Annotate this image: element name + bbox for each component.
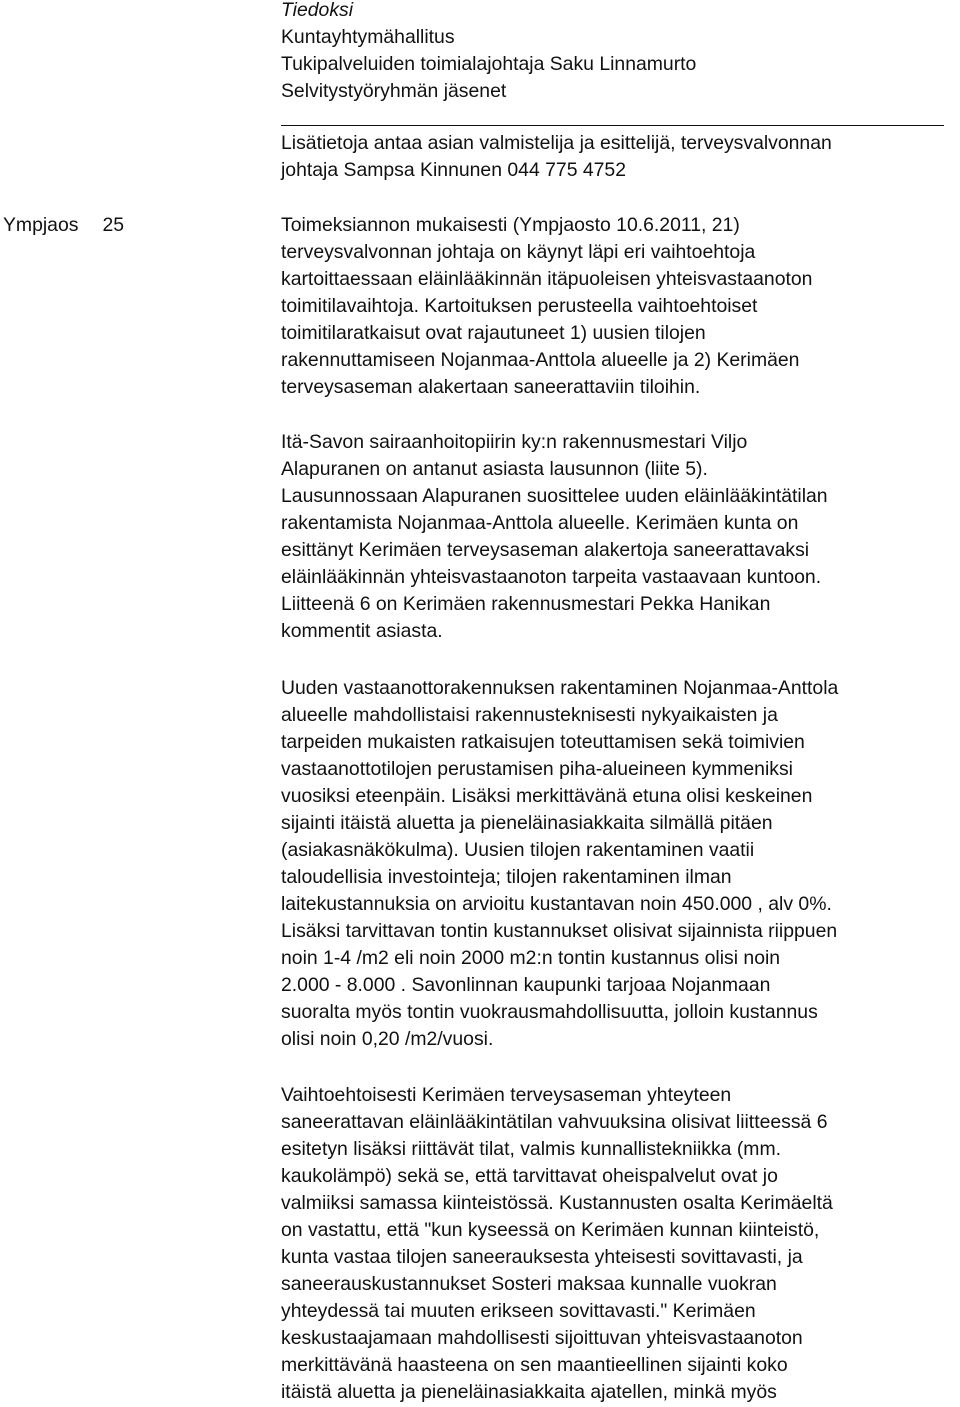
section-number: 25 xyxy=(102,214,125,236)
distribution-block xyxy=(281,0,957,105)
section-body-p4 xyxy=(281,1082,957,1406)
paragraph-3: Uuden vastaanottorakennuksen rakentaminen Nojanmaa-Anttola alueelle mahdollistaisi rakennusteknisesti nykyaikaisten ja tarpeiden mukaisten ratkaisujen toteuttamisen sekä toimivien vastaanottotilojen perustamisen piha-alueineen kymmeniksi vuosiksi eteenpäin. Lisäksi merkittävänä etuna olisi keskeinen sijainti itäistä aluetta ja pieneläinasiakkaita silmällä pitäen (asiakasnäkökulma). Uusien tilojen rakentaminen vaatii taloudellisia investointeja; tilojen rakentaminen ilman laitekustannuksia on arvioitu kustantavan noin 450.000 , alv 0%. Lisäksi tarvittavan tontin kustannukset olisivat sijainnista riippuen noin 1-4 /m2 eli noin 2000 m2:n tontin kustannus olisi noin 2.000 - 8.000 . Savonlinnan kaupunki tarjoaa Nojanmaan suoralta myös tontin vuokrausmahdollisuutta, jolloin kustannus olisi noin 0,20 /m2/vuosi. xyxy=(281,677,839,1050)
recipient-3: Selvitystyöryhmän jäsenet xyxy=(281,80,507,102)
section-heading xyxy=(3,212,124,239)
contact-info-block xyxy=(281,130,957,184)
section-body-p2 xyxy=(281,429,957,645)
distribution-label: Tiedoksi xyxy=(281,0,354,21)
section-body-p3 xyxy=(281,675,957,1053)
section-body-p1 xyxy=(281,212,957,401)
recipient-2: Tukipalveluiden toimialajohtaja Saku Linnamurto xyxy=(281,53,697,75)
section-label: Ympjaos xyxy=(3,214,79,236)
paragraph-1: Toimeksiannon mukaisesti (Ympjaosto 10.6.2011, 21) terveysvalvonnan johtaja on käynyt läpi eri vaihtoehtoja kartoittaessaan eläinlääkinnän itäpuoleisen yhteisvastaanoton toimitilavaihtoja. Kartoituksen perusteella vaihtoehtoiset toimitilaratkaisut ovat rajautuneet 1) uusien tilojen rakennuttamiseen Nojanmaa-Anttola alueelle ja 2) Kerimäen terveysaseman alakertaan saneerattaviin tiloihin. xyxy=(281,214,813,398)
separator-rule xyxy=(281,125,944,126)
paragraph-4: Vaihtoehtoisesti Kerimäen terveysaseman yhteyteen saneerattavan eläinlääkintätilan vahvuuksina olisivat liitteessä 6 esitetyn lisäksi riittävät tilat, valmis kunnallistekniikka (mm. kaukolämpö) sekä se, että tarvittavat oheispalvelut ovat jo valmiiksi samassa kiinteistössä. Kustannusten osalta Kerimäeltä on vastattu, että "kun kyseessä on Kerimäen kunnan kiinteistö, kunta vastaa tilojen saneerauksesta yhteisesti sovittavasti, ja saneerauskustannukset Sosteri maksaa kunnalle vuokran yhteydessä tai muuten erikseen sovittavasti." Kerimäen keskustaajamaan mahdollisesti sijoittuvan yhteisvastaanoton merkittävänä haasteena on sen maantieellinen sijainti koko itäistä aluetta ja pieneläinasiakkaita ajatellen, minkä myös xyxy=(281,1084,833,1403)
contact-info: Lisätietoja antaa asian valmistelija ja esittelijä, terveysvalvonnan johtaja Sampsa Kinnunen 044 775 4752 xyxy=(281,132,832,181)
paragraph-2: Itä-Savon sairaanhoitopiirin ky:n rakennusmestari Viljo Alapuranen on antanut asiasta lausunnon (liite 5). Lausunnossaan Alapuranen suosittelee uuden eläinlääkintätilan rakentamista Nojanmaa-Anttola alueelle. Kerimäen kunta on esittänyt Kerimäen terveysaseman alakertoja saneerattavaksi eläinlääkinnän yhteisvastaanoton tarpeita vastaavaan kuntoon. Liitteenä 6 on Kerimäen rakennusmestari Pekka Hanikan kommentit asiasta. xyxy=(281,431,828,642)
recipient-1: Kuntayhtymähallitus xyxy=(281,26,455,48)
